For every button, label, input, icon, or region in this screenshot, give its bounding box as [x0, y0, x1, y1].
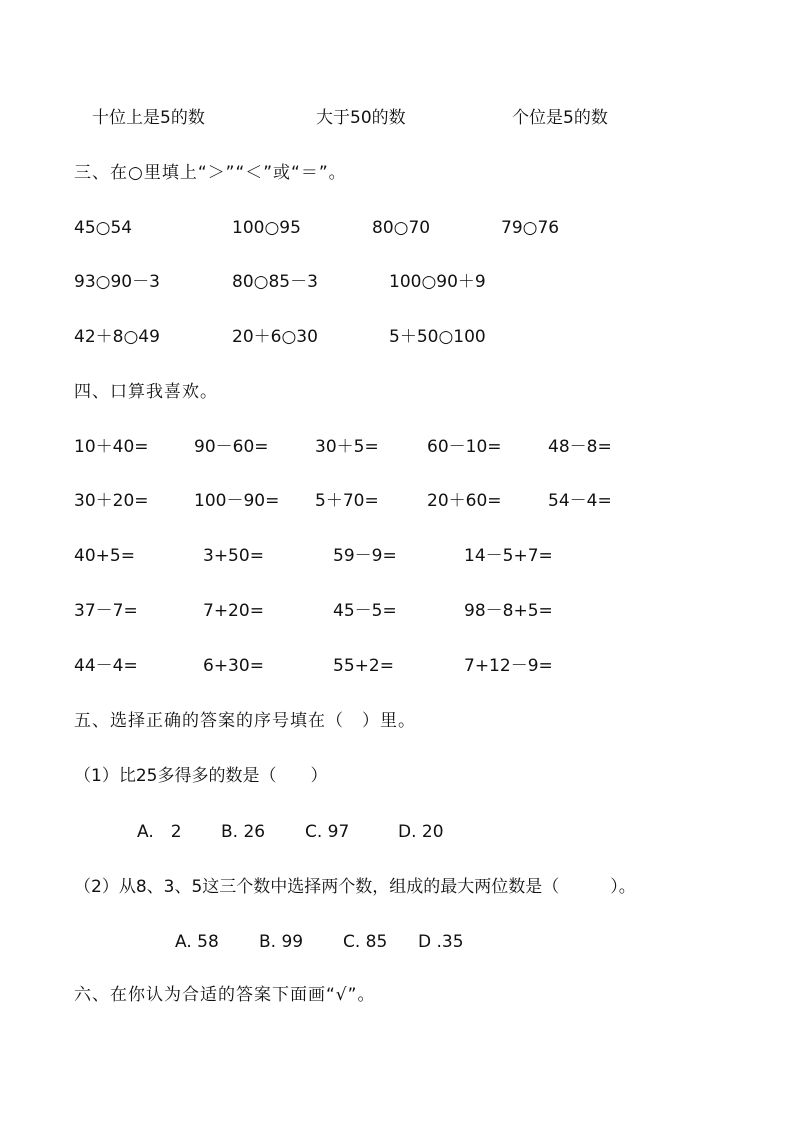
arithmetic-item: 14－5+7=: [464, 546, 553, 566]
arithmetic-item: 48－8=: [548, 437, 612, 457]
arithmetic-item: 7+12－9=: [464, 656, 553, 676]
compare-item: 100○90＋9: [389, 272, 486, 292]
arithmetic-item: 6+30=: [203, 656, 264, 676]
arithmetic-item: 10＋40=: [74, 437, 149, 457]
arithmetic-item: 98－8+5=: [464, 601, 553, 621]
compare-item: 80○85－3: [232, 272, 318, 292]
arithmetic-item: 60－10=: [427, 437, 502, 457]
compare-item: 80○70: [372, 218, 431, 238]
question-1-option-c: C. 97: [305, 822, 350, 842]
category-greater-than-fifty: 大于50的数: [316, 108, 406, 128]
category-ones-digit-five: 个位是5的数: [512, 108, 608, 128]
arithmetic-item: 3+50=: [203, 546, 264, 566]
arithmetic-item: 5＋70=: [315, 491, 379, 511]
section-6-title: 六、在你认为合适的答案下面画“√”。: [74, 985, 376, 1005]
compare-item: 100○95: [232, 218, 301, 238]
arithmetic-item: 7+20=: [203, 601, 264, 621]
section-5-title: 五、选择正确的答案的序号填在（ ）里。: [74, 711, 416, 731]
arithmetic-item: 44－4=: [74, 656, 138, 676]
arithmetic-item: 20＋60=: [427, 491, 502, 511]
compare-item: 5＋50○100: [389, 327, 486, 347]
question-1-option-d: D. 20: [398, 822, 444, 842]
compare-item: 45○54: [74, 218, 133, 238]
arithmetic-item: 55+2=: [333, 656, 394, 676]
question-1-text: （1）比25多得多的数是（ ）: [74, 766, 328, 786]
compare-item: 93○90－3: [74, 272, 160, 292]
question-2-option-a: A. 58: [175, 932, 219, 952]
arithmetic-item: 30＋20=: [74, 491, 149, 511]
arithmetic-item: 59－9=: [333, 546, 397, 566]
question-2-option-b: B. 99: [259, 932, 304, 952]
arithmetic-item: 30＋5=: [315, 437, 379, 457]
compare-item: 79○76: [501, 218, 560, 238]
question-1-option-b: B. 26: [221, 822, 266, 842]
arithmetic-item: 40+5=: [74, 546, 135, 566]
arithmetic-item: 54－4=: [548, 491, 612, 511]
arithmetic-item: 100－90=: [194, 491, 280, 511]
question-2-option-c: C. 85: [343, 932, 388, 952]
arithmetic-item: 90－60=: [194, 437, 269, 457]
category-tens-digit-five: 十位上是5的数: [92, 108, 205, 128]
arithmetic-item: 45－5=: [333, 601, 397, 621]
question-1-option-a: A. 2: [137, 822, 182, 842]
question-2-text: （2）从8、3、5这三个数中选择两个数，组成的最大两位数是（ ）。: [74, 877, 636, 897]
question-2-option-d: D .35: [418, 932, 464, 952]
arithmetic-item: 37－7=: [74, 601, 138, 621]
compare-item: 20＋6○30: [232, 327, 318, 347]
section-3-title: 三、在○里填上“＞”“＜”或“＝”。: [74, 163, 347, 183]
section-4-title: 四、口算我喜欢。: [74, 382, 218, 402]
compare-item: 42＋8○49: [74, 327, 160, 347]
